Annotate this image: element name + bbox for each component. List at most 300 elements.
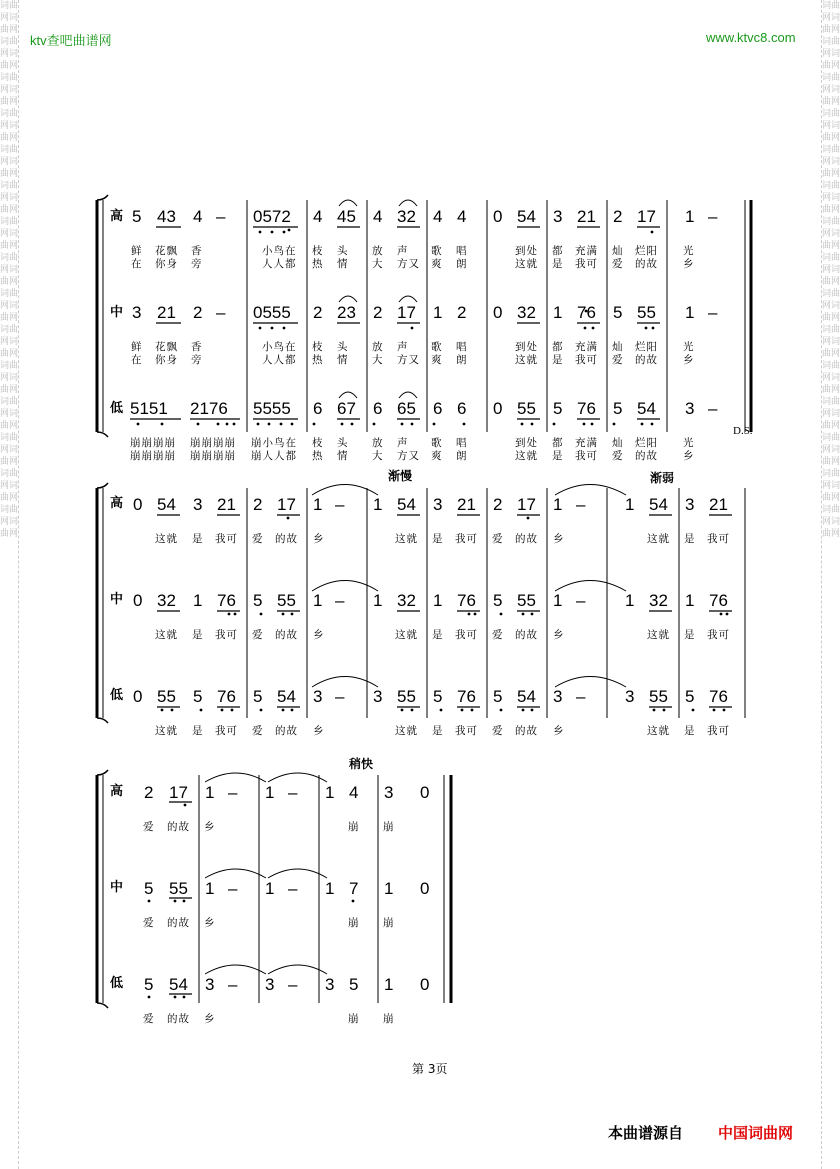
note: 5 bbox=[493, 591, 503, 610]
lyric: 乡 bbox=[683, 450, 695, 462]
lyric: 的故 bbox=[635, 354, 658, 366]
lyric: 是 bbox=[552, 258, 564, 270]
lyric: 这就 bbox=[515, 258, 538, 270]
note: 1 bbox=[553, 495, 563, 514]
note: 5 bbox=[685, 687, 695, 706]
note: 1 bbox=[313, 591, 323, 610]
lyric: 爱 bbox=[252, 533, 264, 545]
lyric: 爽 bbox=[431, 354, 443, 366]
dash: – bbox=[335, 687, 345, 706]
lyric: 头 bbox=[337, 437, 349, 449]
lyric: 这就 bbox=[647, 725, 670, 737]
lyric: 爱 bbox=[492, 725, 504, 737]
lyric: 歌 bbox=[431, 245, 443, 257]
note: 5 bbox=[253, 591, 263, 610]
note: 3 bbox=[685, 399, 695, 418]
lyric: 崩崩崩崩 bbox=[190, 437, 236, 449]
note: 55 bbox=[157, 687, 176, 706]
lyric: 我可 bbox=[575, 258, 598, 270]
note: 76 bbox=[577, 399, 596, 418]
note: 5 bbox=[132, 207, 142, 226]
part-label-mid: 中 bbox=[110, 592, 124, 607]
note: 1 bbox=[625, 495, 635, 514]
note: 6 bbox=[313, 399, 323, 418]
lyric: 这就 bbox=[515, 354, 538, 366]
note: 1 bbox=[373, 591, 383, 610]
note: 0 bbox=[420, 879, 430, 898]
lyric: 我可 bbox=[575, 450, 598, 462]
lyric: 是 bbox=[684, 725, 696, 737]
note: 1 bbox=[553, 303, 563, 322]
lyric: 歌 bbox=[431, 437, 443, 449]
note: 23 bbox=[337, 303, 356, 322]
lyric: 唱 bbox=[456, 341, 468, 353]
lyric: 充满 bbox=[575, 245, 598, 257]
note: 5 bbox=[253, 687, 263, 706]
note: 1 bbox=[325, 783, 335, 802]
note: 21 bbox=[157, 303, 176, 322]
note: 65 bbox=[397, 399, 416, 418]
note: 4 bbox=[193, 207, 203, 226]
lyric: 是 bbox=[432, 629, 444, 641]
lyric: 放 bbox=[372, 341, 384, 353]
lyric: 香 bbox=[191, 245, 203, 257]
lyric: 光 bbox=[683, 437, 695, 449]
header-left-site-name[interactable]: ktv查吧曲谱网 bbox=[30, 33, 112, 48]
lyric: 烂阳 bbox=[635, 437, 658, 449]
note: 3 bbox=[625, 687, 635, 706]
lyric: 爽 bbox=[431, 258, 443, 270]
lyric: 放 bbox=[372, 437, 384, 449]
note: 1 bbox=[685, 207, 695, 226]
lyric: 朗 bbox=[456, 354, 468, 366]
part-label-low: 低 bbox=[110, 688, 124, 703]
note: 2 bbox=[313, 303, 323, 322]
lyric: 爱 bbox=[143, 821, 155, 833]
lyric: 放 bbox=[372, 245, 384, 257]
lyric: 枝 bbox=[312, 245, 324, 257]
lyric: 唱 bbox=[456, 437, 468, 449]
lyric: 充满 bbox=[575, 341, 598, 353]
lyric: 烂阳 bbox=[635, 341, 658, 353]
part-label-high: 高 bbox=[110, 209, 124, 224]
lyric: 的故 bbox=[275, 533, 298, 545]
note: 6 bbox=[433, 399, 443, 418]
dash: – bbox=[708, 207, 718, 226]
lyric: 都 bbox=[552, 341, 564, 353]
left-margin-watermark: 词曲网词曲网词曲网词曲网词曲网词曲网词曲网词曲网词曲网词曲网词曲网词曲网词曲网词曲网词曲网词曲网词曲网词曲网词曲网词曲网词曲网词曲网词曲网词曲网词曲网词曲网词曲网词曲网词曲网词曲网 bbox=[0, 0, 19, 1169]
lyric: 唱 bbox=[456, 245, 468, 257]
lyric: 光 bbox=[683, 245, 695, 257]
lyric: 这就 bbox=[515, 450, 538, 462]
note: 54 bbox=[169, 975, 188, 994]
note: 45 bbox=[337, 207, 356, 226]
note: 55 bbox=[637, 303, 656, 322]
note: 17 bbox=[169, 783, 188, 802]
lyric: 是 bbox=[684, 533, 696, 545]
lyric: 我可 bbox=[455, 533, 478, 545]
lyric: 情 bbox=[337, 354, 349, 366]
note: 1 bbox=[373, 495, 383, 514]
note: 54 bbox=[277, 687, 296, 706]
lyric: 这就 bbox=[155, 629, 178, 641]
lyric: 我可 bbox=[455, 725, 478, 737]
note: 67 bbox=[337, 399, 356, 418]
lyric: 乡 bbox=[553, 725, 565, 737]
note: 1 bbox=[325, 879, 335, 898]
lyric: 爽 bbox=[431, 450, 443, 462]
poco-piu-mosso-mark: 稍快 bbox=[349, 757, 374, 771]
diminuendo-mark: 渐弱 bbox=[650, 471, 675, 485]
note: 76 bbox=[457, 687, 476, 706]
note: 5 bbox=[613, 399, 623, 418]
lyric: 爱 bbox=[612, 258, 624, 270]
note: 76 bbox=[217, 591, 236, 610]
lyric: 是 bbox=[192, 629, 204, 641]
da-segno-mark: D.S. bbox=[733, 425, 753, 437]
lyric: 崩人人都 bbox=[251, 450, 297, 462]
lyric: 朗 bbox=[456, 450, 468, 462]
lyric: 在 bbox=[131, 258, 143, 270]
note: 2 bbox=[193, 303, 203, 322]
lyric: 方又 bbox=[397, 450, 420, 462]
footer-site-link[interactable]: 中国词曲网 bbox=[718, 1124, 794, 1142]
lyric: 崩 bbox=[348, 917, 360, 929]
lyric: 我可 bbox=[707, 629, 730, 641]
lyric: 乡 bbox=[313, 629, 325, 641]
lyric: 这就 bbox=[395, 629, 418, 641]
note: 1 bbox=[313, 495, 323, 514]
dash: – bbox=[288, 975, 298, 994]
note: 32 bbox=[397, 591, 416, 610]
lyric: 的故 bbox=[167, 917, 190, 929]
lyric: 情 bbox=[337, 450, 349, 462]
lyric: 花飘 bbox=[155, 341, 178, 353]
part-label-low: 低 bbox=[110, 401, 124, 416]
lyric: 这就 bbox=[647, 533, 670, 545]
lyric: 的故 bbox=[167, 1013, 190, 1025]
lyric: 声 bbox=[397, 341, 409, 353]
lyric: 小鸟在 bbox=[262, 245, 297, 257]
lyric: 到处 bbox=[515, 245, 538, 257]
lyric: 是 bbox=[432, 725, 444, 737]
note: 2 bbox=[493, 495, 503, 514]
lyric: 乡 bbox=[313, 533, 325, 545]
lyric: 鲜 bbox=[131, 245, 143, 257]
dash: – bbox=[216, 303, 226, 322]
lyric: 我可 bbox=[215, 629, 238, 641]
lyric: 你身 bbox=[155, 258, 178, 270]
lyric: 你身 bbox=[155, 354, 178, 366]
note: 76 bbox=[217, 687, 236, 706]
lyric: 灿 bbox=[612, 245, 624, 257]
note: 3 bbox=[553, 207, 563, 226]
lyric: 大 bbox=[372, 450, 384, 462]
lyric: 是 bbox=[192, 533, 204, 545]
note: 2 bbox=[613, 207, 623, 226]
lyric: 我可 bbox=[575, 354, 598, 366]
lyric: 是 bbox=[192, 725, 204, 737]
note: 1 bbox=[384, 975, 394, 994]
dash: – bbox=[708, 303, 718, 322]
lyric: 爱 bbox=[252, 725, 264, 737]
lyric: 的故 bbox=[515, 725, 538, 737]
note: 3 bbox=[205, 975, 215, 994]
header-right-url[interactable]: www.ktvc8.com bbox=[706, 30, 796, 45]
note: 21 bbox=[457, 495, 476, 514]
note: 54 bbox=[397, 495, 416, 514]
dash: – bbox=[288, 879, 298, 898]
note: 1 bbox=[265, 783, 275, 802]
lyric: 到处 bbox=[515, 341, 538, 353]
lyric: 声 bbox=[397, 437, 409, 449]
lyric: 头 bbox=[337, 245, 349, 257]
note: 5 bbox=[553, 399, 563, 418]
lyric: 爱 bbox=[492, 629, 504, 641]
lyric: 乡 bbox=[204, 821, 216, 833]
dash: – bbox=[576, 591, 586, 610]
note: 1 bbox=[205, 783, 215, 802]
lyric: 爱 bbox=[143, 1013, 155, 1025]
lyric: 声 bbox=[397, 245, 409, 257]
lyric: 大 bbox=[372, 354, 384, 366]
note: 54 bbox=[517, 207, 536, 226]
lyric: 鲜 bbox=[131, 341, 143, 353]
note: 5 bbox=[493, 687, 503, 706]
note: 4 bbox=[457, 207, 467, 226]
lyric: 都 bbox=[552, 437, 564, 449]
note: 0572 bbox=[253, 207, 291, 226]
note: 0 bbox=[420, 975, 430, 994]
lyric: 枝 bbox=[312, 437, 324, 449]
right-margin-watermark: 词曲网词曲网词曲网词曲网词曲网词曲网词曲网词曲网词曲网词曲网词曲网词曲网词曲网词曲网词曲网词曲网词曲网词曲网词曲网词曲网词曲网词曲网词曲网词曲网词曲网词曲网词曲网词曲网词曲网词曲网 bbox=[821, 0, 840, 1169]
lyric: 是 bbox=[432, 533, 444, 545]
note: 5 bbox=[144, 975, 154, 994]
note: 0 bbox=[493, 399, 503, 418]
lyric: 崩崩崩崩 bbox=[130, 450, 176, 462]
note: 17 bbox=[517, 495, 536, 514]
lyric: 我可 bbox=[215, 725, 238, 737]
note: 55 bbox=[277, 591, 296, 610]
note: 43 bbox=[157, 207, 176, 226]
dash: – bbox=[228, 975, 238, 994]
lyric: 乡 bbox=[683, 354, 695, 366]
lyric: 的故 bbox=[167, 821, 190, 833]
note: 76 bbox=[709, 687, 728, 706]
lyric: 头 bbox=[337, 341, 349, 353]
part-label-high: 高 bbox=[110, 784, 124, 799]
note: 3 bbox=[373, 687, 383, 706]
note: 5555 bbox=[253, 399, 291, 418]
dash: – bbox=[576, 687, 586, 706]
note: 1 bbox=[193, 591, 203, 610]
note: 76 bbox=[709, 591, 728, 610]
note: 76 bbox=[577, 303, 596, 322]
lyric: 乡 bbox=[553, 533, 565, 545]
lyric: 乡 bbox=[204, 917, 216, 929]
note: 32 bbox=[517, 303, 536, 322]
note: 3 bbox=[132, 303, 142, 322]
lyric: 爱 bbox=[612, 450, 624, 462]
lyric: 乡 bbox=[553, 629, 565, 641]
lyric: 大 bbox=[372, 258, 384, 270]
note: 55 bbox=[169, 879, 188, 898]
note: 3 bbox=[313, 687, 323, 706]
lyric: 我可 bbox=[455, 629, 478, 641]
note: 54 bbox=[637, 399, 656, 418]
note: 5 bbox=[193, 687, 203, 706]
lyric: 崩 bbox=[383, 1013, 395, 1025]
lyric: 在 bbox=[131, 354, 143, 366]
lyric: 热 bbox=[312, 258, 324, 270]
note: 5151 bbox=[130, 399, 168, 418]
lyric: 崩 bbox=[383, 917, 395, 929]
ritardando-mark: 渐慢 bbox=[388, 469, 413, 483]
note: 21 bbox=[217, 495, 236, 514]
lyric: 方又 bbox=[397, 258, 420, 270]
note: 17 bbox=[397, 303, 416, 322]
lyric: 香 bbox=[191, 341, 203, 353]
note: 6 bbox=[373, 399, 383, 418]
note: 2176 bbox=[190, 399, 228, 418]
lyric: 乡 bbox=[204, 1013, 216, 1025]
lyric: 充满 bbox=[575, 437, 598, 449]
lyric: 我可 bbox=[707, 533, 730, 545]
lyric: 崩崩崩崩 bbox=[190, 450, 236, 462]
lyric: 这就 bbox=[395, 533, 418, 545]
footer-source-label: 本曲谱源自 bbox=[608, 1124, 684, 1142]
lyric: 乡 bbox=[313, 725, 325, 737]
lyric: 热 bbox=[312, 450, 324, 462]
note: 55 bbox=[517, 591, 536, 610]
note: 2 bbox=[373, 303, 383, 322]
page-number: 第 3页 bbox=[412, 1062, 448, 1076]
note: 3 bbox=[384, 783, 394, 802]
lyric: 崩 bbox=[348, 821, 360, 833]
lyric: 的故 bbox=[635, 258, 658, 270]
lyric: 热 bbox=[312, 354, 324, 366]
lyric: 是 bbox=[684, 629, 696, 641]
lyric: 我可 bbox=[215, 533, 238, 545]
lyric: 情 bbox=[337, 258, 349, 270]
note: 0 bbox=[420, 783, 430, 802]
note: 0 bbox=[133, 495, 143, 514]
lyric: 都 bbox=[552, 245, 564, 257]
lyric: 旁 bbox=[191, 258, 203, 270]
lyric: 爱 bbox=[143, 917, 155, 929]
note: 4 bbox=[313, 207, 323, 226]
dash: – bbox=[228, 879, 238, 898]
lyric: 小鸟在 bbox=[262, 341, 297, 353]
lyric: 烂阳 bbox=[635, 245, 658, 257]
note: 17 bbox=[277, 495, 296, 514]
note: 2 bbox=[144, 783, 154, 802]
note: 0 bbox=[493, 303, 503, 322]
note: 4 bbox=[373, 207, 383, 226]
part-label-mid: 中 bbox=[110, 880, 124, 895]
note: 54 bbox=[649, 495, 668, 514]
part-label-mid: 中 bbox=[110, 305, 124, 320]
note: 3 bbox=[265, 975, 275, 994]
dash: – bbox=[708, 399, 718, 418]
note: 6 bbox=[457, 399, 467, 418]
note: 1 bbox=[384, 879, 394, 898]
note: 55 bbox=[517, 399, 536, 418]
note: 0 bbox=[133, 687, 143, 706]
note: 1 bbox=[685, 303, 695, 322]
dash: – bbox=[335, 591, 345, 610]
lyric: 花飘 bbox=[155, 245, 178, 257]
lyric: 朗 bbox=[456, 258, 468, 270]
note: 4 bbox=[433, 207, 443, 226]
lyric: 崩 bbox=[383, 821, 395, 833]
note: 1 bbox=[205, 879, 215, 898]
lyric: 乡 bbox=[683, 258, 695, 270]
lyric: 爱 bbox=[492, 533, 504, 545]
note: 32 bbox=[157, 591, 176, 610]
note: 55 bbox=[649, 687, 668, 706]
note: 4 bbox=[349, 783, 359, 802]
note: 1 bbox=[625, 591, 635, 610]
note: 54 bbox=[157, 495, 176, 514]
dash: – bbox=[216, 207, 226, 226]
dash: – bbox=[228, 783, 238, 802]
note: 1 bbox=[433, 303, 443, 322]
lyric: 的故 bbox=[515, 629, 538, 641]
lyric: 的故 bbox=[635, 450, 658, 462]
note: 5 bbox=[613, 303, 623, 322]
lyric: 是 bbox=[552, 450, 564, 462]
lyric: 方又 bbox=[397, 354, 420, 366]
lyric: 是 bbox=[552, 354, 564, 366]
note: 54 bbox=[517, 687, 536, 706]
lyric: 这就 bbox=[155, 725, 178, 737]
lyric: 这就 bbox=[155, 533, 178, 545]
lyric: 歌 bbox=[431, 341, 443, 353]
lyric: 人人都 bbox=[262, 258, 297, 270]
note: 0555 bbox=[253, 303, 291, 322]
lyric: 到处 bbox=[515, 437, 538, 449]
dash: – bbox=[335, 495, 345, 514]
note: 1 bbox=[265, 879, 275, 898]
dash: – bbox=[288, 783, 298, 802]
lyric: 这就 bbox=[395, 725, 418, 737]
lyric: 旁 bbox=[191, 354, 203, 366]
lyric: 崩小鸟在 bbox=[251, 437, 297, 449]
lyric: 人人都 bbox=[262, 354, 297, 366]
note: 2 bbox=[253, 495, 263, 514]
note: 32 bbox=[397, 207, 416, 226]
note: 1 bbox=[685, 591, 695, 610]
note: 55 bbox=[397, 687, 416, 706]
note: 17 bbox=[637, 207, 656, 226]
note: 5 bbox=[433, 687, 443, 706]
part-label-low: 低 bbox=[110, 976, 124, 991]
note: 1 bbox=[433, 591, 443, 610]
note: 3 bbox=[325, 975, 335, 994]
lyric: 爱 bbox=[612, 354, 624, 366]
lyric: 爱 bbox=[252, 629, 264, 641]
lyric: 的故 bbox=[515, 533, 538, 545]
note: 5 bbox=[349, 975, 359, 994]
lyric: 这就 bbox=[647, 629, 670, 641]
note: 21 bbox=[577, 207, 596, 226]
note: 7 bbox=[349, 879, 359, 898]
note: 1 bbox=[553, 591, 563, 610]
lyric: 崩 bbox=[348, 1013, 360, 1025]
note: 76 bbox=[457, 591, 476, 610]
note: 2 bbox=[457, 303, 467, 322]
